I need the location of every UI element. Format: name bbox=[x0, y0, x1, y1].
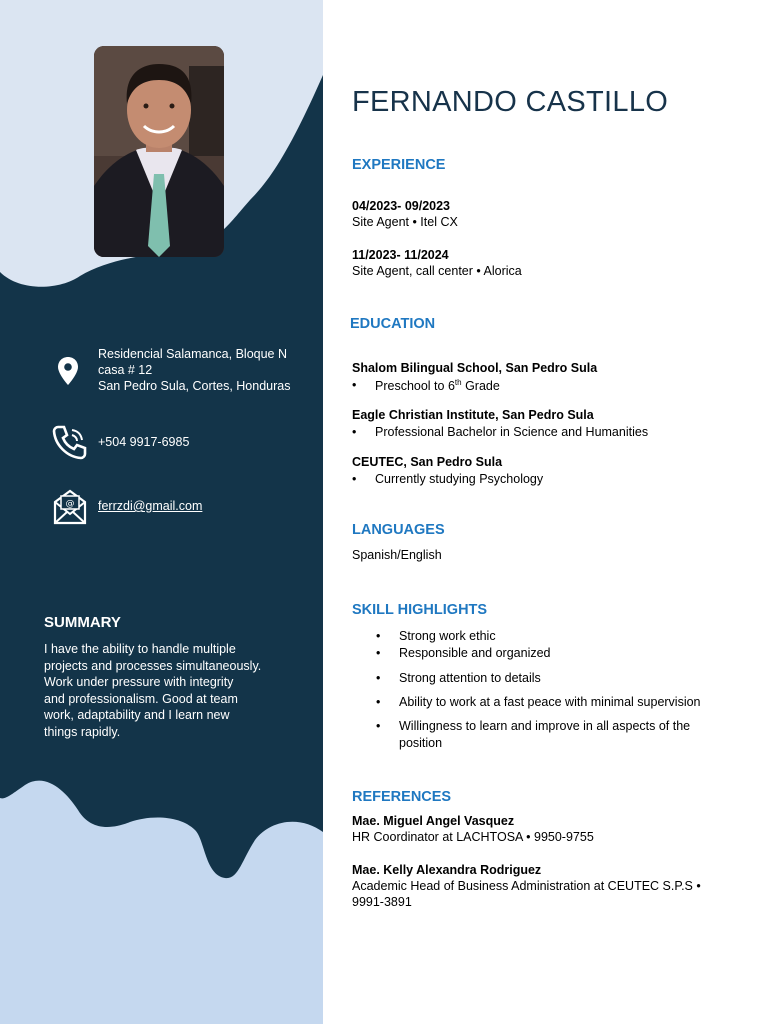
education-school: Eagle Christian Institute, San Pedro Sula bbox=[352, 408, 594, 422]
languages-title: LANGUAGES bbox=[352, 522, 445, 538]
experience-role: Site Agent, call center • Alorica bbox=[352, 264, 522, 278]
education-detail-sup: th bbox=[454, 378, 462, 387]
reference-name: Mae. Kelly Alexandra Rodriguez bbox=[352, 863, 542, 877]
education-detail-text bbox=[375, 378, 500, 393]
languages-value: Spanish/English bbox=[352, 548, 442, 562]
bullet: • bbox=[352, 425, 357, 439]
person-name: FERNANDO CASTILLO bbox=[352, 86, 669, 118]
experience-title: EXPERIENCE bbox=[352, 157, 446, 173]
phone-text: +504 9917-6985 bbox=[98, 435, 190, 449]
education-detail-part: Preschool to 6 bbox=[375, 379, 455, 394]
svg-text:@: @ bbox=[65, 499, 75, 509]
skill-text: Responsible and organized bbox=[399, 646, 551, 660]
reference-name: Mae. Miguel Angel Vasquez bbox=[352, 814, 515, 828]
summary-line: work, adaptability and I learn new bbox=[44, 708, 230, 722]
experience-dates: 11/2023- 11/2024 bbox=[352, 248, 449, 262]
bullet: • bbox=[376, 629, 381, 643]
skills-title: SKILL HIGHLIGHTS bbox=[352, 602, 488, 618]
summary-line: projects and processes simultaneously. bbox=[44, 658, 262, 673]
address-line-1: Residencial Salamanca, Bloque N bbox=[98, 347, 287, 361]
sidebar bbox=[0, 0, 323, 1024]
bullet: • bbox=[376, 695, 381, 709]
summary-line: Work under pressure with integrity bbox=[44, 675, 234, 689]
address-line-3: San Pedro Sula, Cortes, Honduras bbox=[98, 379, 291, 393]
experience-role: Site Agent • Itel CX bbox=[352, 215, 458, 229]
summary-line: and professionalism. Good at team bbox=[44, 691, 238, 706]
references-title: REFERENCES bbox=[352, 789, 452, 805]
email-link[interactable]: ferrzdi@gmail.com bbox=[98, 499, 203, 513]
skill-text: Ability to work at a fast peace with minimal supervision bbox=[399, 695, 701, 709]
summary-body bbox=[44, 641, 284, 740]
bullet: • bbox=[376, 646, 381, 660]
reference-detail: Academic Head of Business Administration at CEUTEC S.P.S • bbox=[352, 879, 701, 893]
skill-text: Willingness to learn and improve in all aspects of the position bbox=[399, 719, 691, 750]
bullet: • bbox=[376, 671, 381, 685]
bullet: • bbox=[352, 378, 357, 392]
profile-photo bbox=[94, 46, 224, 257]
education-title: EDUCATION bbox=[350, 316, 436, 332]
location-pin-icon bbox=[57, 356, 79, 386]
education-detail-text: Currently studying Psychology bbox=[375, 472, 544, 486]
education-school: Shalom Bilingual School, San Pedro Sula bbox=[352, 361, 598, 375]
experience-dates: 04/2023- 09/2023 bbox=[352, 199, 451, 213]
mail-icon bbox=[52, 488, 88, 526]
skill-text: Strong attention to details bbox=[399, 671, 541, 685]
reference-detail: 9991-3891 bbox=[352, 895, 412, 909]
address-line-2: casa # 12 bbox=[98, 363, 153, 377]
education-school: CEUTEC, San Pedro Sula bbox=[352, 455, 503, 469]
summary-title: SUMMARY bbox=[44, 614, 121, 631]
address-text bbox=[98, 346, 290, 394]
summary-line: things rapidly. bbox=[44, 724, 121, 739]
phone-icon bbox=[52, 424, 88, 460]
education-detail-part: Grade bbox=[461, 379, 500, 394]
education-detail-text: Professional Bachelor in Science and Humanities bbox=[375, 425, 649, 439]
skill-text: Strong work ethic bbox=[399, 629, 496, 643]
bullet: • bbox=[376, 719, 381, 733]
summary-line: I have the ability to handle multiple bbox=[44, 642, 236, 656]
bullet: • bbox=[352, 472, 357, 486]
reference-detail: HR Coordinator at LACHTOSA • 9950-9755 bbox=[352, 830, 594, 844]
